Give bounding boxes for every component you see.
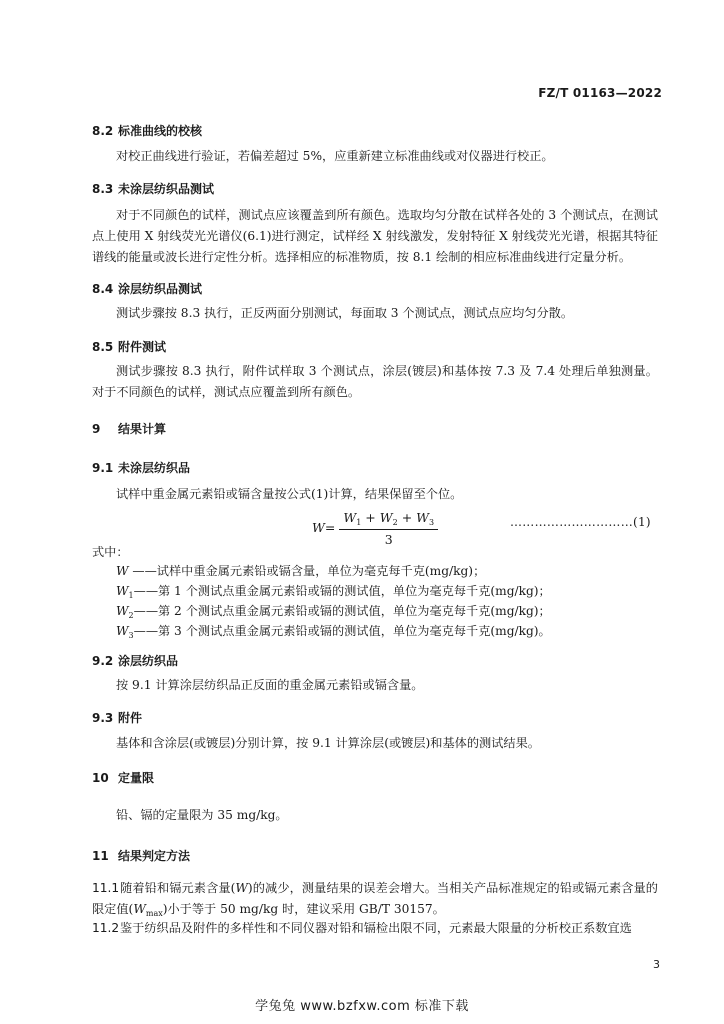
definition-w: W ——试样中重金属元素铅或镉含量，单位为毫克每千克(mg/kg)； [116,564,486,578]
paragraph-8-5: 测试步骤按 8.3 执行，附件试样取 3 个测试点，涂层(镀层)和基体按 7.3 及 7.4 处理后单独测量。对于不同颜色的试样，测试点应覆盖到所有颜色。 [92,364,658,399]
heading-10 [92,769,154,786]
heading-number: 8.5 [92,340,114,354]
heading-title: 涂层纺织品测试 [118,282,203,296]
where-label: 式中： [92,545,129,559]
heading-title: 定量限 [118,771,155,785]
paragraph-8-3: 对于不同颜色的试样，测试点应该覆盖到所有颜色。选取均匀分散在试样各处的 3 个测试点，在测试点上使用 X 射线荧光光谱仪(6.1)进行测定，试样经 X 射线激发，发射特征 X 射线荧光光谱，根据其特征谱线的能量或波长进行定性分析。选择相应的标准物质，按 8.1 绘制的相应标准曲线进行定量分析。 [92,208,658,264]
paragraph-9-2: 按 9.1 计算涂层纺织品正反面的重金属元素铅或镉含量。 [116,678,424,692]
formula-equals: = [324,520,336,535]
paragraph-9-1-intro: 试样中重金属元素铅或镉含量按公式(1)计算，结果保留至个位。 [116,487,463,501]
formula-denominator: 3 [384,532,393,547]
heading-8-3 [92,180,214,197]
heading-title: 未涂层纺织品测试 [118,182,215,196]
paragraph-8-2: 对校正曲线进行验证，若偏差超过 5%，应重新建立标准曲线或对仪器进行校正。 [116,149,554,163]
paragraph-11-1: 11.1随着铅和镉元素含量(W)的减少，测量结果的误差会增大。当相关产品标准规定的铅或镉元素含量的限定值$(W_{max})$小于等于 50 mg/kg 时，建议采用 GB/T 30157。 [92,878,658,924]
formula-numerator: $W_1 + W_2 + W_3$ [339,510,438,530]
formula-number: …………………………(1) [510,515,651,529]
clause-number: 11.2 [92,921,120,935]
heading-title: 涂层纺织品 [118,654,179,668]
standard-code: FZ/T 01163—2022 [538,86,662,100]
heading-9 [92,420,166,437]
heading-title: 未涂层纺织品 [118,461,191,475]
heading-title: 结果判定方法 [118,849,191,863]
paragraph-11-2: 11.2鉴于纺织品及附件的多样性和不同仪器对铅和镉检出限不同，元素最大限量的分析校正系数宜选 [92,918,658,939]
footer-watermark: 学兔兔 www.bzfxw.com 标准下载 [255,999,469,1014]
heading-title: 标准曲线的校核 [118,124,203,138]
heading-number: 10 [92,771,109,785]
heading-8-4 [92,280,202,297]
heading-9-2 [92,652,178,669]
heading-number: 8.4 [92,282,114,296]
definition-w3: $W_3——$第 3 个测试点重金属元素铅或镉的测试值，单位为毫克每千克(mg/kg)。 [116,624,551,640]
heading-8-2 [92,122,202,139]
heading-9-1 [92,459,190,476]
heading-number: 11 [92,849,109,863]
heading-number: 9.3 [92,711,114,725]
heading-number: 9 [92,422,101,436]
paragraph-10: 铅、镉的定量限为 35 mg/kg。 [116,808,288,822]
heading-8-5 [92,338,166,355]
heading-title: 附件 [118,711,143,725]
formula-1 [312,510,438,547]
clause-number: 11.1 [92,881,120,895]
paragraph-8-4: 测试步骤按 8.3 执行，正反两面分别测试，每面取 3 个测试点，测试点应均匀分散。 [116,306,574,320]
heading-11 [92,847,190,864]
formula-lhs: W [312,520,325,535]
definition-w1: $W_1——$第 1 个测试点重金属元素铅或镉的测试值，单位为毫克每千克(mg/kg)； [116,584,551,600]
page-number: 3 [653,958,660,971]
paragraph-9-3: 基体和含涂层(或镀层)分别计算，按 9.1 计算涂层(或镀层)和基体的测试结果。 [116,736,540,750]
definition-w2: $W_2——$第 2 个测试点重金属元素铅或镉的测试值，单位为毫克每千克(mg/kg)； [116,604,551,620]
heading-9-3 [92,709,142,726]
heading-number: 9.2 [92,654,114,668]
heading-title: 结果计算 [118,422,167,436]
heading-title: 附件测试 [118,340,167,354]
heading-number: 8.3 [92,182,114,196]
formula-fraction [339,510,438,547]
heading-number: 8.2 [92,124,114,138]
heading-number: 9.1 [92,461,114,475]
